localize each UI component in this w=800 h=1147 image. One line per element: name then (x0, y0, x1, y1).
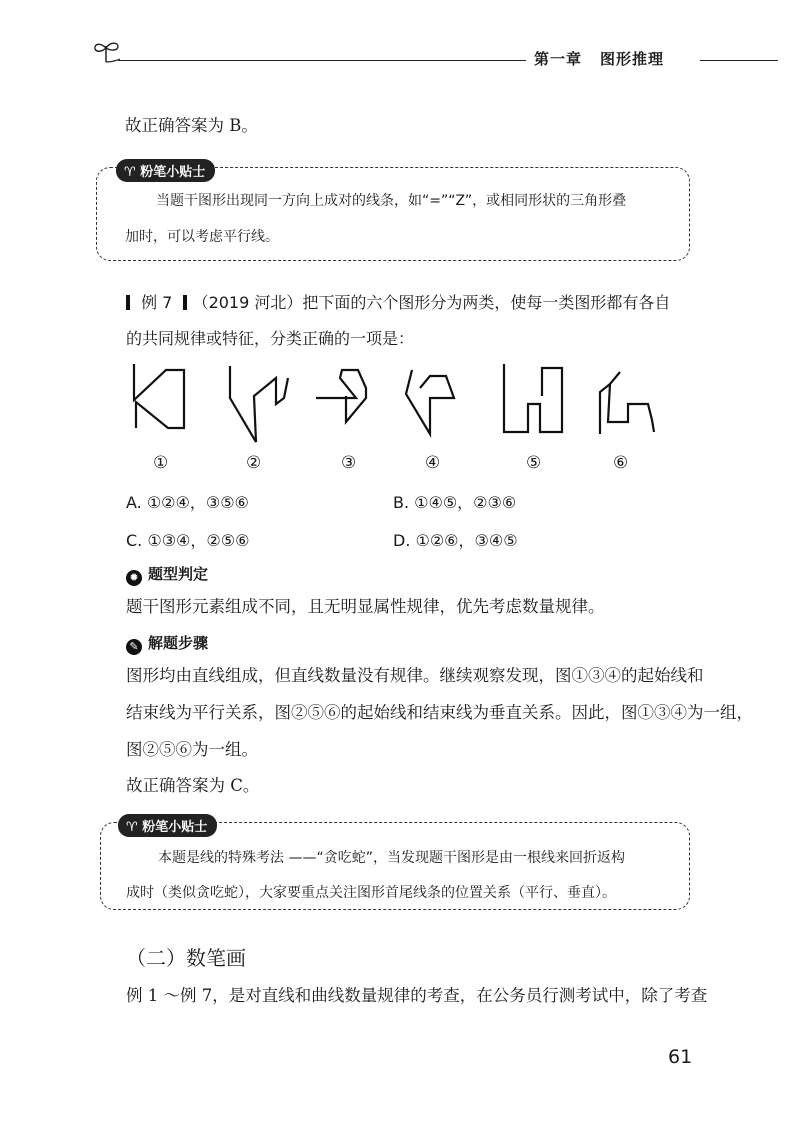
type-judgement-heading: ✹ 题型判定 (126, 563, 208, 586)
section-label: 图形推理 (600, 50, 665, 68)
tip2-line-1: 本题是线的特殊考法 ——“贪吃蛇”，当发现题干图形是由一根线来回折返构 (158, 850, 625, 866)
tip-label-2: ♈︎ 粉笔小贴士 (118, 814, 217, 837)
figure-label-3: ③ (341, 453, 357, 473)
option-d: D. ①②⑥，③④⑤ (393, 531, 518, 550)
figure-6-stroke (610, 372, 620, 384)
header-rule-right (700, 60, 778, 61)
header-rule-left (118, 60, 526, 61)
sprout-icon: ♈︎ (126, 820, 138, 835)
figure-label-2: ② (246, 453, 262, 473)
figure-4 (406, 370, 454, 434)
option-b: B. ①④⑤，②③⑥ (393, 493, 517, 512)
figure-6 (600, 384, 654, 434)
tip1-line-2: 加时，可以考虑平行线。 (125, 229, 279, 245)
example-header (126, 290, 670, 313)
option-a: A. ①②④，③⑤⑥ (126, 493, 249, 512)
figure-5 (504, 364, 562, 432)
section-intro: 例 1 ～例 7，是对直线和曲线数量规律的考查，在公务员行测考试中，除了考查 (126, 986, 708, 1005)
chapter-label: 第一章 (534, 50, 583, 68)
solution-answer: 故正确答案为 C。 (126, 776, 260, 795)
figures-row (120, 358, 680, 448)
tip1-line-1: 当题干图形出现同一方向上成对的线条，如“=”“Z”，或相同形状的三角形叠 (156, 193, 627, 209)
sprout-icon: ♈︎ (124, 165, 136, 180)
tip-label-1: ♈︎ 粉笔小贴士 (116, 159, 215, 182)
figure-3 (316, 370, 366, 422)
pencil-icon: ✎ (126, 639, 142, 655)
figure-label-4: ④ (425, 453, 441, 473)
example-question: （2019 河北）把下面的六个图形分为两类，使每一类图形都有各自 (192, 293, 671, 312)
example-bar-right (183, 295, 187, 310)
figure-2 (230, 366, 288, 442)
running-header (534, 48, 664, 69)
example-bar-left (126, 295, 130, 310)
example-question-cont: 的共同规律或特征，分类正确的一项是： (126, 329, 415, 348)
tip2-line-2: 成时（类似贪吃蛇），大家要重点关注图形首尾线条的位置关系（平行、垂直）。 (126, 885, 616, 901)
solution-heading: ✎ 解题步骤 (126, 632, 208, 655)
intro-answer: 故正确答案为 B。 (125, 116, 258, 135)
solution-line-3: 图②⑤⑥为一组。 (126, 740, 258, 759)
option-c: C. ①③④，②⑤⑥ (126, 531, 250, 550)
gear-icon: ✹ (126, 570, 142, 586)
figure-label-5: ⑤ (526, 453, 542, 473)
solution-line-2: 结束线为平行关系，图②⑤⑥的起始线和结束线为垂直关系。因此，图①③④为一组， (126, 703, 753, 722)
figure-label-1: ① (153, 453, 169, 473)
solution-line-1: 图形均由直线组成，但直线数量没有规律。继续观察发现，图①③④的起始线和 (126, 666, 704, 685)
example-title: 例 7 (141, 293, 173, 312)
section-heading: （二）数笔画 (126, 946, 246, 970)
page-number: 61 (668, 1046, 693, 1068)
figure-label-6: ⑥ (613, 453, 629, 473)
type-judgement-text: 题干图形元素组成不同，且无明显属性规律，优先考虑数量规律。 (126, 597, 605, 616)
figure-1 (134, 364, 184, 428)
